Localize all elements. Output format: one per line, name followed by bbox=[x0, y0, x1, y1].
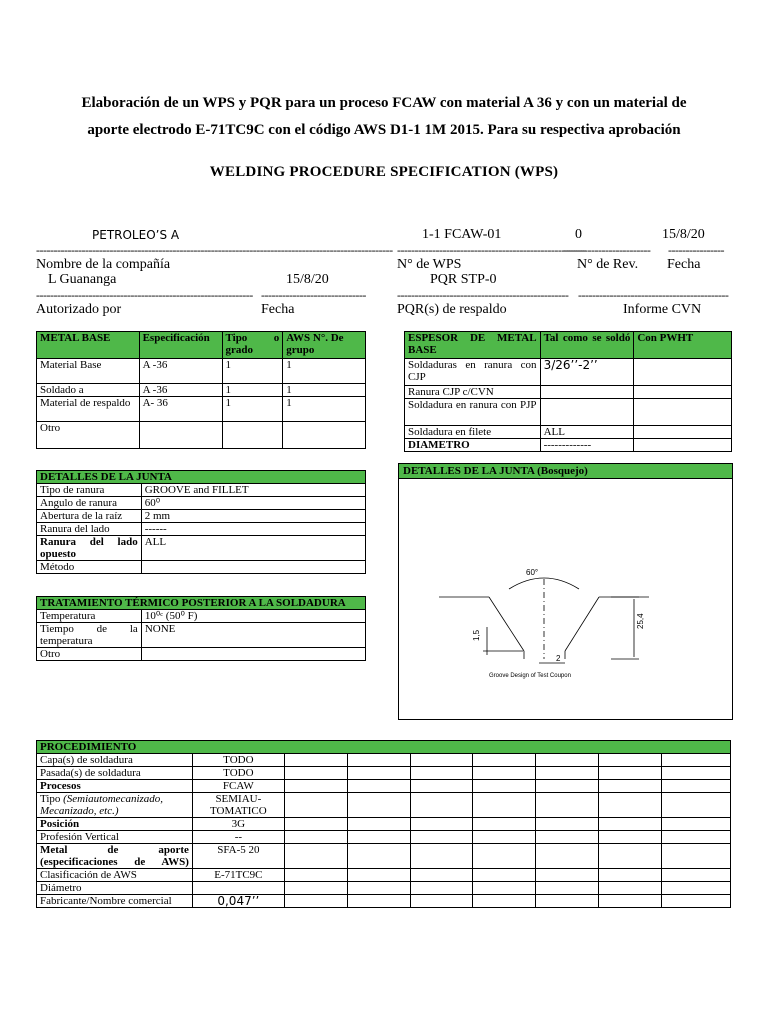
table-cell: E-71TC9C bbox=[192, 869, 284, 882]
wps-number-label: N° de WPS bbox=[397, 257, 462, 272]
divider-line: ------------------------------ bbox=[261, 288, 366, 302]
divider-line: ------------------------------------------------------ bbox=[397, 243, 586, 257]
groove-sketch-drawing bbox=[399, 479, 732, 719]
table-cell: 3/26’’-2’’ bbox=[540, 359, 634, 386]
table-cell: Ranura CJP c/CVN bbox=[405, 386, 541, 399]
sketch-caption: Groove Design of Test Coupon bbox=[489, 673, 571, 679]
table-row bbox=[405, 386, 732, 399]
table-header-cell: AWS N°. De grupo bbox=[283, 332, 366, 359]
pqr-label: PQR(s) de respaldo bbox=[397, 302, 507, 317]
table-cell: 2 mm bbox=[141, 510, 365, 523]
table-row bbox=[37, 844, 731, 869]
table-header-cell: Con PWHT bbox=[634, 332, 732, 359]
revision-value: 0 bbox=[575, 227, 582, 242]
table-header-cell: TRATAMIENTO TÉRMICO POSTERIOR A LA SOLDADURA bbox=[37, 597, 366, 610]
table-header-cell: METAL BASE bbox=[37, 332, 140, 359]
table-row bbox=[37, 882, 731, 895]
table-cell: Soldadura en filete bbox=[405, 426, 541, 439]
table-cell bbox=[222, 422, 283, 449]
table-cell bbox=[634, 426, 732, 439]
table-row bbox=[37, 359, 366, 384]
table-cell: NONE bbox=[141, 623, 365, 648]
table-cell bbox=[192, 882, 284, 895]
table-row bbox=[37, 397, 366, 422]
table-row bbox=[37, 793, 731, 818]
joint-sketch-box bbox=[398, 463, 733, 720]
table-cell: 60⁰ bbox=[141, 497, 365, 510]
type-hint: (Semiautomecanizado, Mecanizado, etc.) bbox=[40, 793, 164, 817]
table-header-row bbox=[37, 597, 366, 610]
table-cell: Otro bbox=[37, 422, 140, 449]
table-row bbox=[37, 384, 366, 397]
divider-line: ------------------------------------------------- bbox=[397, 288, 569, 302]
table-cell: Abertura de la raíz bbox=[37, 510, 142, 523]
table-cell: Clasificación de AWS bbox=[37, 869, 193, 882]
authorized-by-label: Autorizado por bbox=[36, 302, 122, 317]
table-cell: Pasada(s) de soldadura bbox=[37, 767, 193, 780]
table-cell: Angulo de ranura bbox=[37, 497, 142, 510]
table-cell bbox=[141, 648, 365, 661]
table-cell bbox=[283, 422, 366, 449]
cvn-label: Informe CVN bbox=[623, 302, 702, 317]
table-cell: ------ bbox=[141, 523, 365, 536]
wps-heading: WELDING PROCEDURE SPECIFICATION (WPS) bbox=[209, 164, 559, 180]
table-cell: GROOVE and FILLET bbox=[141, 484, 365, 497]
table-cell bbox=[634, 359, 732, 386]
table-cell: 1 bbox=[283, 384, 366, 397]
espesor-table bbox=[404, 331, 732, 452]
table-row bbox=[37, 818, 731, 831]
divider-line: ------------------------------------------- bbox=[578, 288, 729, 302]
divider-line: ------------------------- bbox=[563, 243, 651, 257]
table-cell: ALL bbox=[540, 426, 634, 439]
table-row bbox=[37, 484, 366, 497]
table-row bbox=[405, 426, 732, 439]
table-cell: Soldaduras en ranura con CJP bbox=[405, 359, 541, 386]
table-cell: Ranura del lado opuesto bbox=[37, 536, 142, 561]
table-cell bbox=[540, 399, 634, 426]
table-row bbox=[37, 422, 366, 449]
authorized-date-label: Fecha bbox=[261, 302, 295, 317]
sketch-header: DETALLES DE LA JUNTA (Bosquejo) bbox=[399, 464, 732, 479]
table-row bbox=[405, 359, 732, 386]
table-cell: 10⁰ᶜ (50⁰ F) bbox=[141, 610, 365, 623]
table-row bbox=[37, 780, 731, 793]
divider-line: -------------------------------------------------------------- bbox=[36, 288, 253, 302]
table-row bbox=[37, 497, 366, 510]
table-header-row bbox=[37, 741, 731, 754]
document-title-line-1: Elaboración de un WPS y PQR para un proceso FCAW con material A 36 y con un material de bbox=[81, 95, 687, 111]
table-cell bbox=[139, 422, 222, 449]
table-cell: SEMIAU- TOMATICO bbox=[192, 793, 284, 818]
table-row bbox=[37, 831, 731, 844]
heat-treatment-table bbox=[36, 596, 366, 661]
table-cell: Tiempo de la temperatura bbox=[37, 623, 142, 648]
table-header-cell: Tipo o grado bbox=[222, 332, 283, 359]
table-cell bbox=[37, 793, 193, 818]
table-cell: 0,047’’ bbox=[192, 895, 284, 908]
table-cell: A- 36 bbox=[139, 397, 222, 422]
table-row bbox=[37, 610, 366, 623]
table-cell: Fabricante/Nombre comercial bbox=[37, 895, 193, 908]
pqr-value: PQR STP-0 bbox=[430, 272, 497, 287]
table-row bbox=[37, 895, 731, 908]
table-cell: Material de respaldo bbox=[37, 397, 140, 422]
table-cell: Otro bbox=[37, 648, 142, 661]
table-header-cell: Especificación bbox=[139, 332, 222, 359]
table-cell: 3G bbox=[192, 818, 284, 831]
table-cell: ALL bbox=[141, 536, 365, 561]
table-cell: -- bbox=[192, 831, 284, 844]
table-cell: 1 bbox=[283, 359, 366, 384]
table-row bbox=[37, 561, 366, 574]
table-cell bbox=[634, 386, 732, 399]
table-cell: TODO bbox=[192, 767, 284, 780]
table-header-row bbox=[37, 471, 366, 484]
table-cell: 1 bbox=[222, 359, 283, 384]
procedure-table bbox=[36, 740, 731, 908]
metal-base-table bbox=[36, 331, 366, 449]
table-cell: A -36 bbox=[139, 384, 222, 397]
divider-line: ---------------- bbox=[668, 243, 724, 257]
table-row bbox=[37, 869, 731, 882]
table-cell: 1 bbox=[222, 384, 283, 397]
table-cell: Material Base bbox=[37, 359, 140, 384]
table-cell: Soldado a bbox=[37, 384, 140, 397]
table-cell: A -36 bbox=[139, 359, 222, 384]
table-header-cell: ESPESOR DE METAL BASE bbox=[405, 332, 541, 359]
divider-line: ------------------------------------------------------------------------------------------------------ bbox=[36, 243, 393, 257]
table-cell: SFA-5 20 bbox=[192, 844, 284, 869]
authorized-date-value: 15/8/20 bbox=[286, 272, 329, 287]
table-cell: ------------- bbox=[540, 439, 634, 452]
height-label: 25,4 bbox=[636, 613, 645, 629]
company-label: Nombre de la compañía bbox=[36, 257, 171, 272]
angle-label: 60° bbox=[526, 568, 539, 577]
table-row bbox=[37, 648, 366, 661]
table-cell: Temperatura bbox=[37, 610, 142, 623]
table-cell: Profesión Vertical bbox=[37, 831, 193, 844]
table-header-cell: Tal como se soldó bbox=[540, 332, 634, 359]
table-row bbox=[37, 623, 366, 648]
company-value: PETROLEO’S A bbox=[92, 228, 180, 242]
table-header-row bbox=[37, 332, 366, 359]
table-cell bbox=[141, 561, 365, 574]
table-cell bbox=[634, 399, 732, 426]
table-header-row bbox=[405, 332, 732, 359]
table-cell: Soldadura en ranura con PJP bbox=[405, 399, 541, 426]
table-row bbox=[37, 536, 366, 561]
table-header-cell: PROCEDIMIENTO bbox=[37, 741, 731, 754]
table-row bbox=[405, 439, 732, 452]
junta-details-table bbox=[36, 470, 366, 574]
table-cell: 1 bbox=[222, 397, 283, 422]
authorized-by-value: L Guananga bbox=[48, 272, 117, 287]
table-cell: Diámetro bbox=[37, 882, 193, 895]
date-label: Fecha bbox=[667, 257, 701, 272]
table-row bbox=[37, 754, 731, 767]
table-cell: FCAW bbox=[192, 780, 284, 793]
table-cell bbox=[540, 386, 634, 399]
table-cell: Ranura del lado bbox=[37, 523, 142, 536]
revision-label: N° de Rev. bbox=[577, 257, 639, 272]
table-row bbox=[405, 399, 732, 426]
table-cell: Procesos bbox=[37, 780, 193, 793]
table-cell: Posición bbox=[37, 818, 193, 831]
table-cell: 1 bbox=[283, 397, 366, 422]
table-header-cell: DETALLES DE LA JUNTA bbox=[37, 471, 366, 484]
table-cell: Metal de aporte (especificaciones de AWS) bbox=[37, 844, 193, 869]
table-cell bbox=[634, 439, 732, 452]
table-cell: Tipo de ranura bbox=[37, 484, 142, 497]
table-row bbox=[37, 767, 731, 780]
type-label: Tipo bbox=[40, 793, 61, 805]
document-title-line-2: aporte electrodo E-71TC9C con el código AWS D1-1 1M 2015. Para su respectiva aprobación bbox=[87, 122, 681, 138]
gap-label: 2 bbox=[556, 654, 561, 663]
table-cell: TODO bbox=[192, 754, 284, 767]
table-cell: DIAMETRO bbox=[405, 439, 541, 452]
date-value: 15/8/20 bbox=[662, 227, 705, 242]
table-row bbox=[37, 523, 366, 536]
wps-number-value: 1-1 FCAW-01 bbox=[422, 227, 502, 242]
root-face-label: 1,5 bbox=[472, 629, 481, 641]
table-cell: Capa(s) de soldadura bbox=[37, 754, 193, 767]
table-cell: Método bbox=[37, 561, 142, 574]
table-row bbox=[37, 510, 366, 523]
